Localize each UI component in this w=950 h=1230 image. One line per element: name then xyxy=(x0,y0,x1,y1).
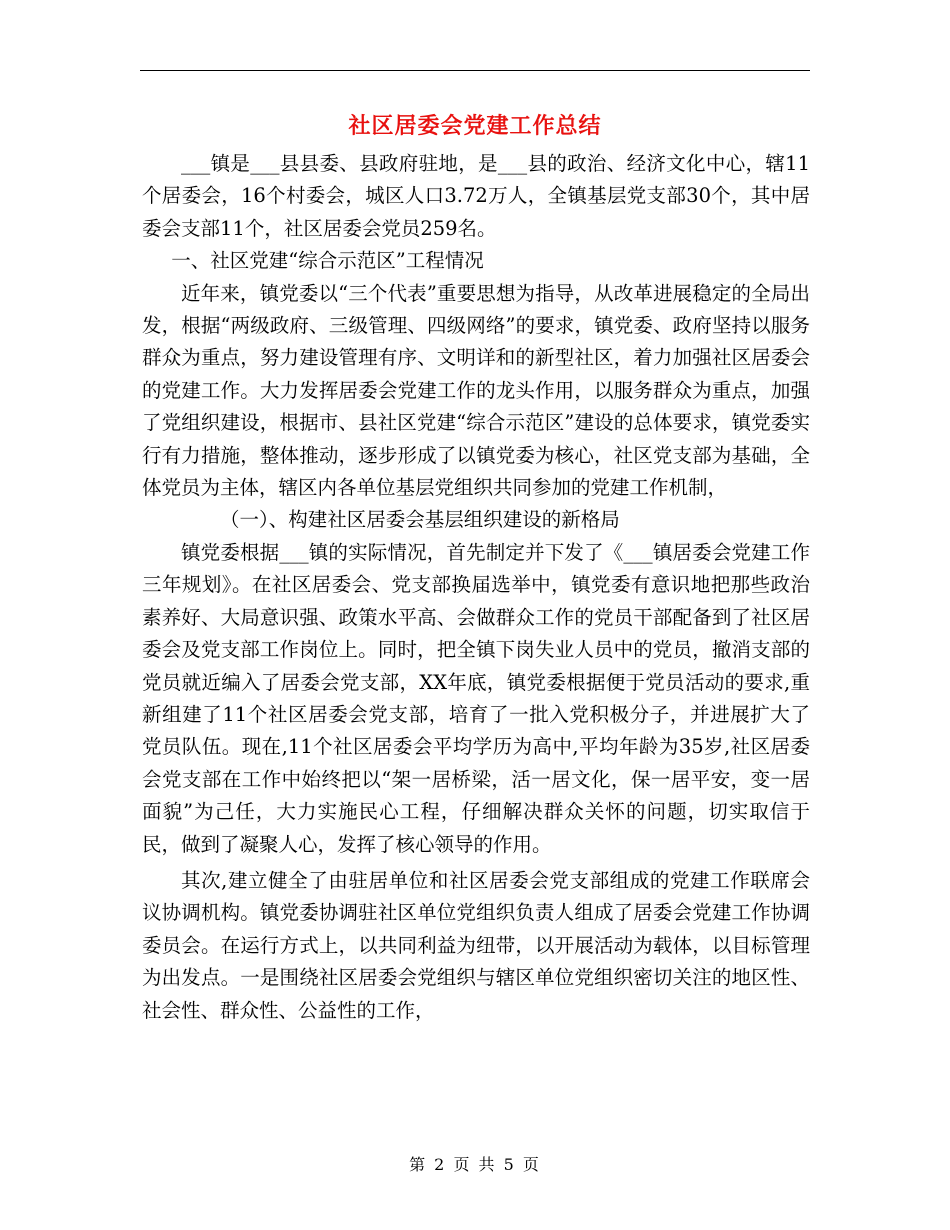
paragraph-overview: 近年来，镇党委以“三个代表”重要思想为指导，从改革进展稳定的全局出发，根据“两级政府、三级管理、四级网络”的要求，镇党委、政府坚持以服务群众为重点，努力建设管理有序、文明详和的新型社区，着力加强社区居委会的党建工作。大力发挥居委会党建工作的龙头作用，以服务群众为重点，加强了党组织建设，根据市、县社区党建“综合示范区”建设的总体要求，镇党委实行有力措施，整体推动，逐步形成了以镇党委为核心，社区党支部为基础，全体党员为主体，辖区内各单位基层党组织共同参加的党建工作机制， xyxy=(142,281,810,500)
paragraph-organization: 镇党委根据___镇的实际情况，首先制定并下发了《___镇居委会党建工作三年规划》。在社区居委会、党支部换届选举中，镇党委有意识地把那些政治素养好、大局意识强、政策水平高、会做群众工作的党员干部配备到了社区居委会及党支部工作岗位上。同时，把全镇下岗失业人员中的党员，撤消支部的党员就近编入了居委会党支部，XX年底，镇党委根据便于党员活动的要求,重新组建了11个社区居委会党支部，培育了一批入党积极分子，并进展扩大了党员队伍。现在,11个社区居委会平均学历为高中,平均年龄为35岁,社区居委会党支部在工作中始终把以“架一居桥梁，活一居文化，保一居平安，变一居面貌”为己任，大力实施民心工程，仔细解决群众关怀的问题，切实取信于民，做到了凝聚人心，发挥了核心领导的作用。 xyxy=(142,540,810,856)
header-rule xyxy=(140,70,810,71)
section-heading-1: 一、社区党建“综合示范区”工程情况 xyxy=(171,249,484,273)
paragraph-intro: ___镇是___县县委、县政府驻地，是___县的政治、经济文化中心，辖11个居委会，16个村委会，城区人口3.72万人，全镇基层党支部30个，其中居委会支部11个，社区居委会党员259名。 xyxy=(142,152,810,240)
document-title: 社区居委会党建工作总结 xyxy=(348,113,602,139)
subsection-heading-1: （一）、构建社区居委会基层组织建设的新格局 xyxy=(220,508,620,532)
document-body xyxy=(142,148,810,1027)
paragraph-coordination: 其次,建立健全了由驻居单位和社区居委会党支部组成的党建工作联席会议协调机构。镇党委协调驻社区单位党组织负责人组成了居委会党建工作协调委员会。在运行方式上，以共同利益为纽带，以开展活动为载体，以目标管理为出发点。一是围绕社区居委会党组织与辖区单位党组织密切关注的地区性、社会性、群众性、公益性的工作， xyxy=(142,868,810,1022)
page-number: 第 2 页 共 5 页 xyxy=(409,1155,541,1174)
